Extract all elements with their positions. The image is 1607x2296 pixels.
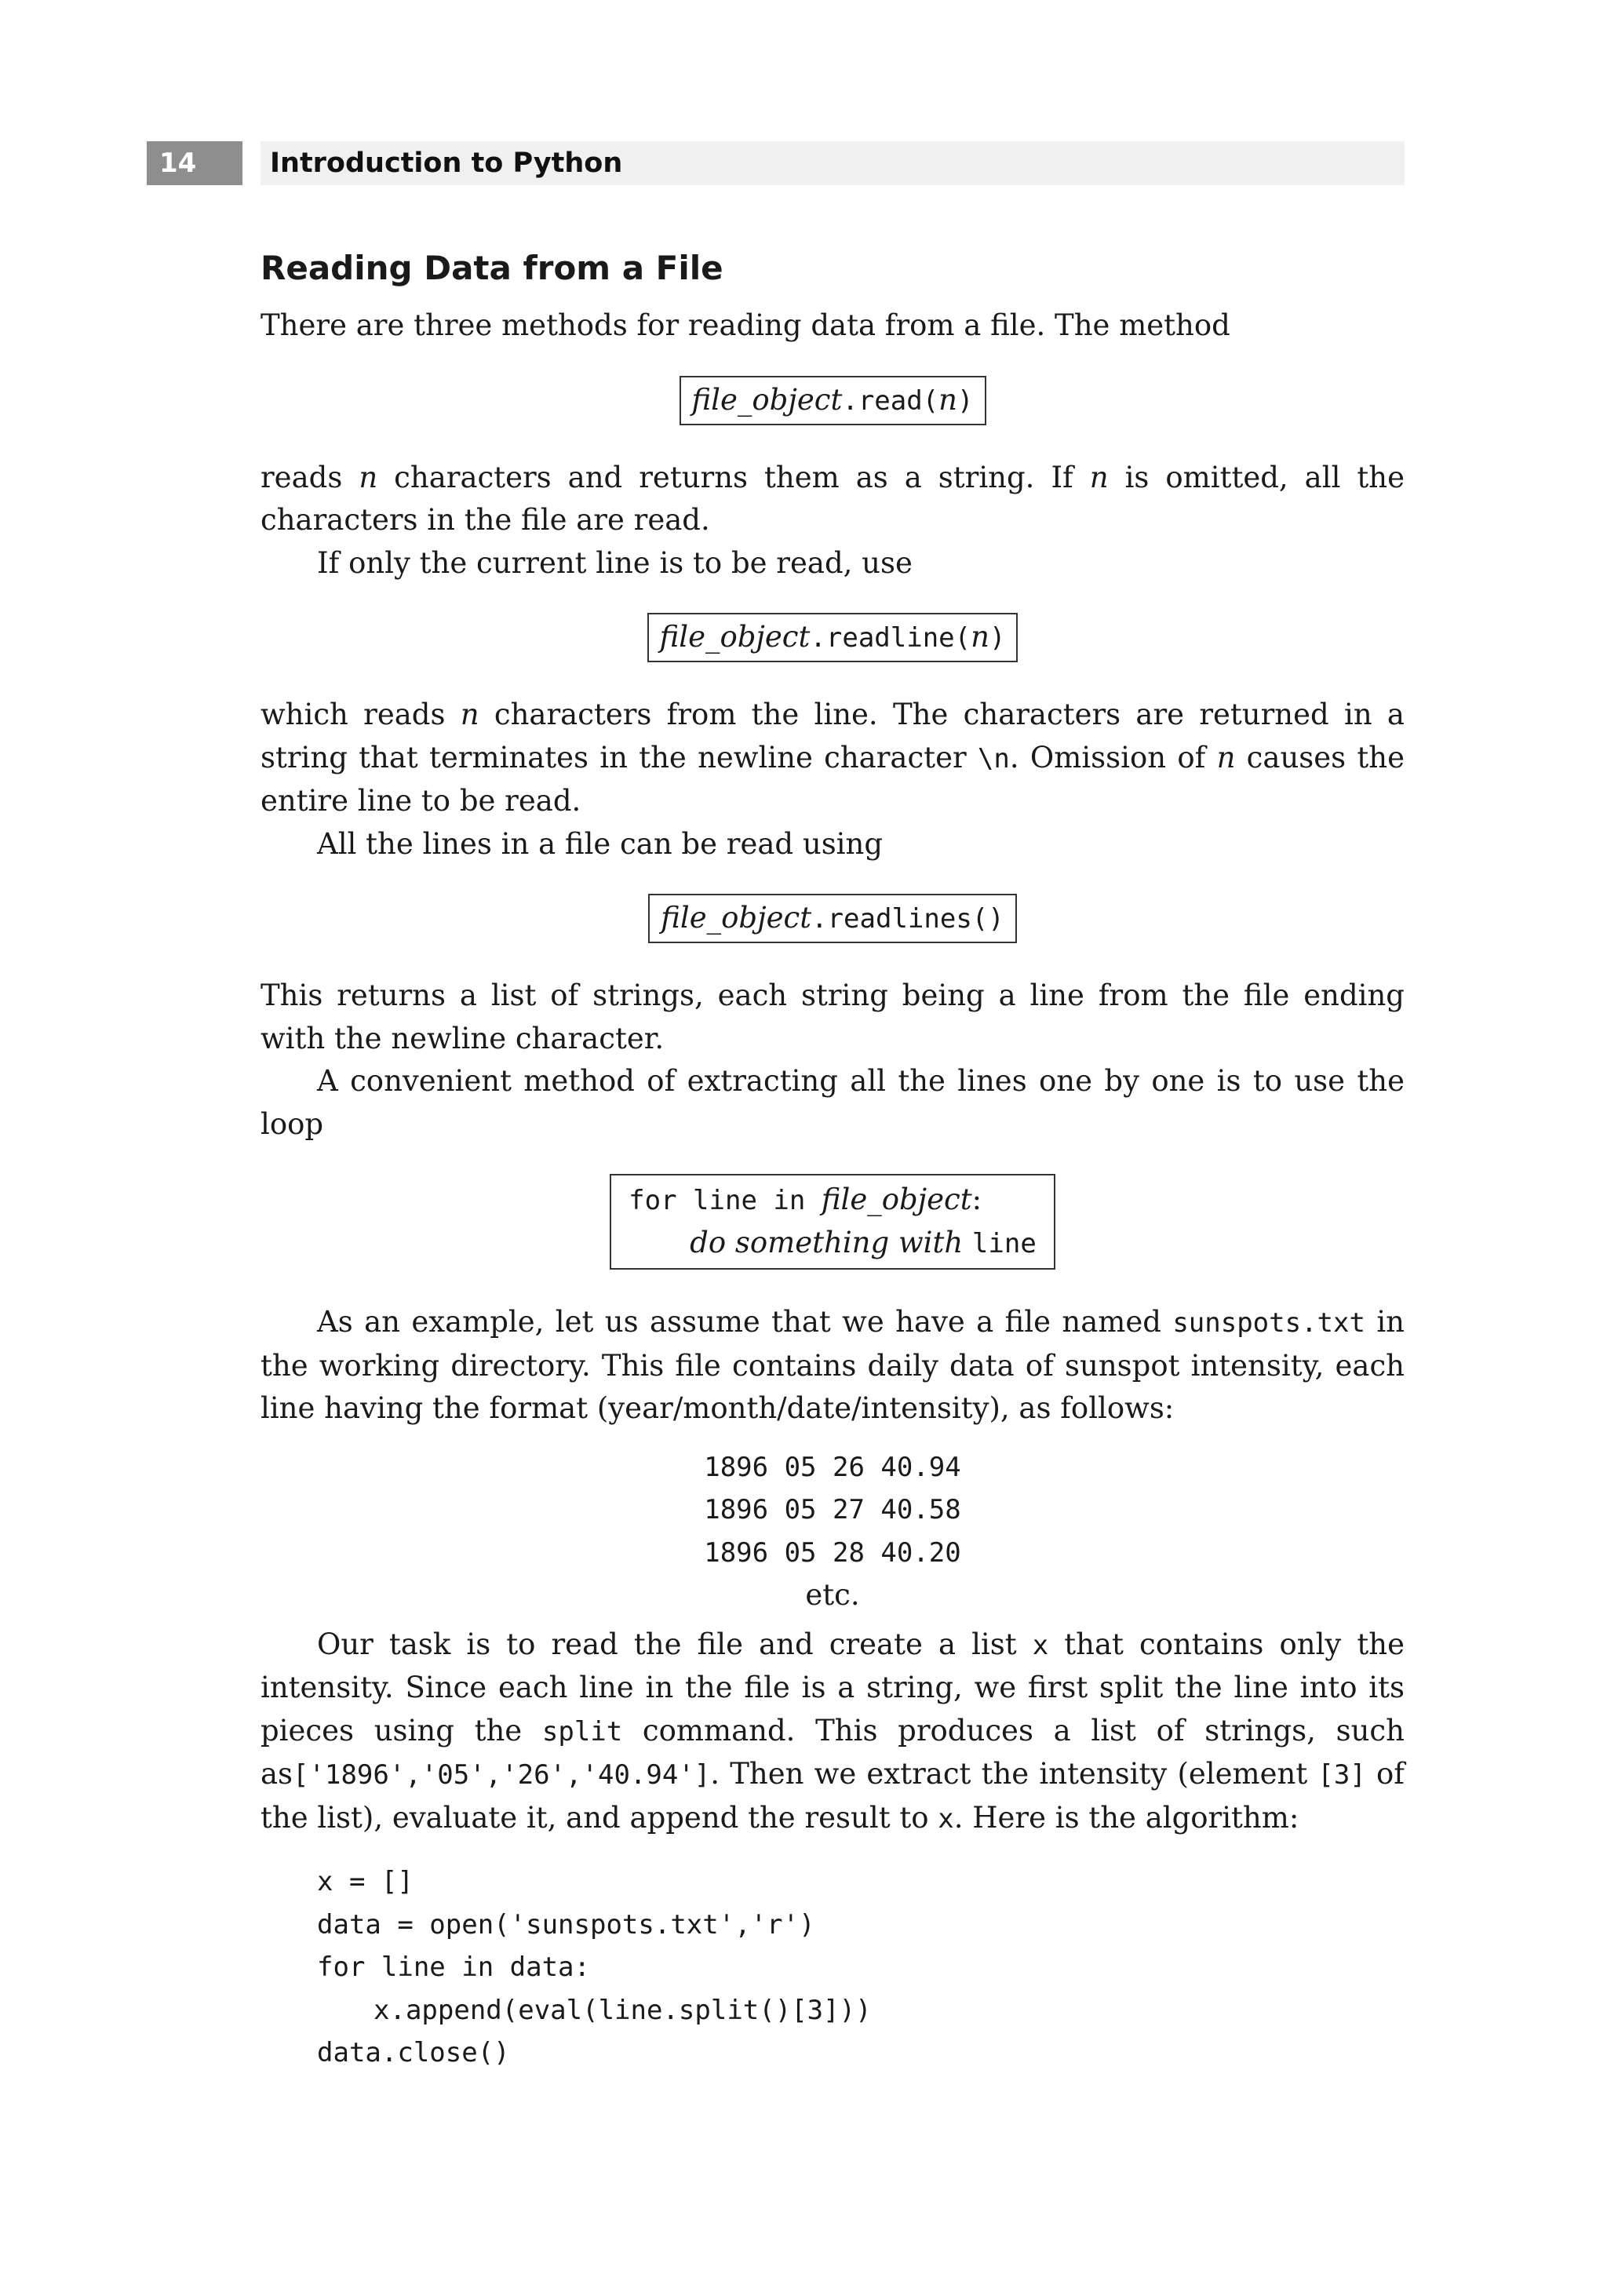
readlines-call: .readlines() <box>811 903 1004 935</box>
read-method-box <box>680 376 986 425</box>
running-header <box>147 141 1405 185</box>
data-etc: etc. <box>805 1578 860 1612</box>
loop-row <box>261 1174 1405 1270</box>
readline-method-box <box>647 613 1018 662</box>
data-row: 1896 05 28 40.20 <box>704 1536 961 1569</box>
page-number: 14 <box>147 141 242 185</box>
loop-box <box>610 1174 1055 1270</box>
loop-line-2: do something with line <box>690 1226 1037 1259</box>
code-line: x = [] <box>317 1866 414 1897</box>
read-call-close: ) <box>957 384 974 417</box>
readlines-method-row <box>261 894 1405 943</box>
paragraph-task: Our task is to read the file and create a list x that contains only the intensity. Since each line in the file is a string, we first split the line into its pieces using the split command. This produces a list of strings, such as['1896','05','26','40.94']. Then we extract the intensity (element [3] of the list), evaluate it, and append the result to x. Here is the algorithm: <box>261 1627 1405 1835</box>
readline-call: .readline( <box>810 622 971 654</box>
paragraph-loop-intro: A convenient method of extracting all the lines one by one is to use the loop <box>261 1064 1405 1141</box>
file-object-term: file_object <box>691 382 843 417</box>
readline-method-row <box>261 613 1405 662</box>
paragraph-readline: which reads n characters from the line. The characters are returned in a string that terminates in the newline character \n. Omission of n causes the entire line to be read. <box>261 698 1405 818</box>
code-line: data = open('sunspots.txt','r') <box>317 1908 815 1941</box>
section-title: Reading Data from a File <box>261 249 723 287</box>
paragraph-read: reads n characters and returns them as a string. If n is omitted, all the characters in the file are read. <box>261 460 1405 537</box>
code-line: data.close() <box>317 2037 510 2068</box>
read-method-row <box>261 376 1405 425</box>
paragraph-readlines: This returns a list of strings, each string being a line from the file ending with the newline character. <box>261 979 1405 1055</box>
sunspot-data-sample <box>261 1446 1405 1617</box>
paragraph-example: As an example, let us assume that we have a file named sunspots.txt in the working directory. This file contains daily data of sunspot intensity, each line having the format (year/month/date/intensity), as follows: <box>261 1305 1405 1425</box>
running-title: Introduction to Python <box>261 141 1405 185</box>
code-line: x.append(eval(line.split()[3])) <box>374 1994 872 2026</box>
readline-call-close: ) <box>989 622 1006 654</box>
file-object-term: file_object <box>659 620 811 654</box>
data-row: 1896 05 26 40.94 <box>704 1451 961 1483</box>
read-call: .read( <box>842 384 939 417</box>
file-object-term: file_object <box>661 901 812 935</box>
page-body <box>261 235 1405 2075</box>
paragraph-readlines-intro: All the lines in a file can be read using <box>317 826 884 861</box>
n-arg: n <box>971 620 989 654</box>
code-listing <box>317 1860 1405 2075</box>
n-arg: n <box>938 382 958 417</box>
paragraph-intro: There are three methods for reading data from a file. The method <box>261 308 1230 342</box>
code-line: for line in data: <box>317 1952 590 1983</box>
readlines-method-box <box>648 894 1016 943</box>
loop-line-1: for line in file_object: <box>629 1183 982 1216</box>
paragraph-readline-intro: If only the current line is to be read, use <box>317 545 913 580</box>
data-row: 1896 05 27 40.58 <box>704 1494 961 1525</box>
